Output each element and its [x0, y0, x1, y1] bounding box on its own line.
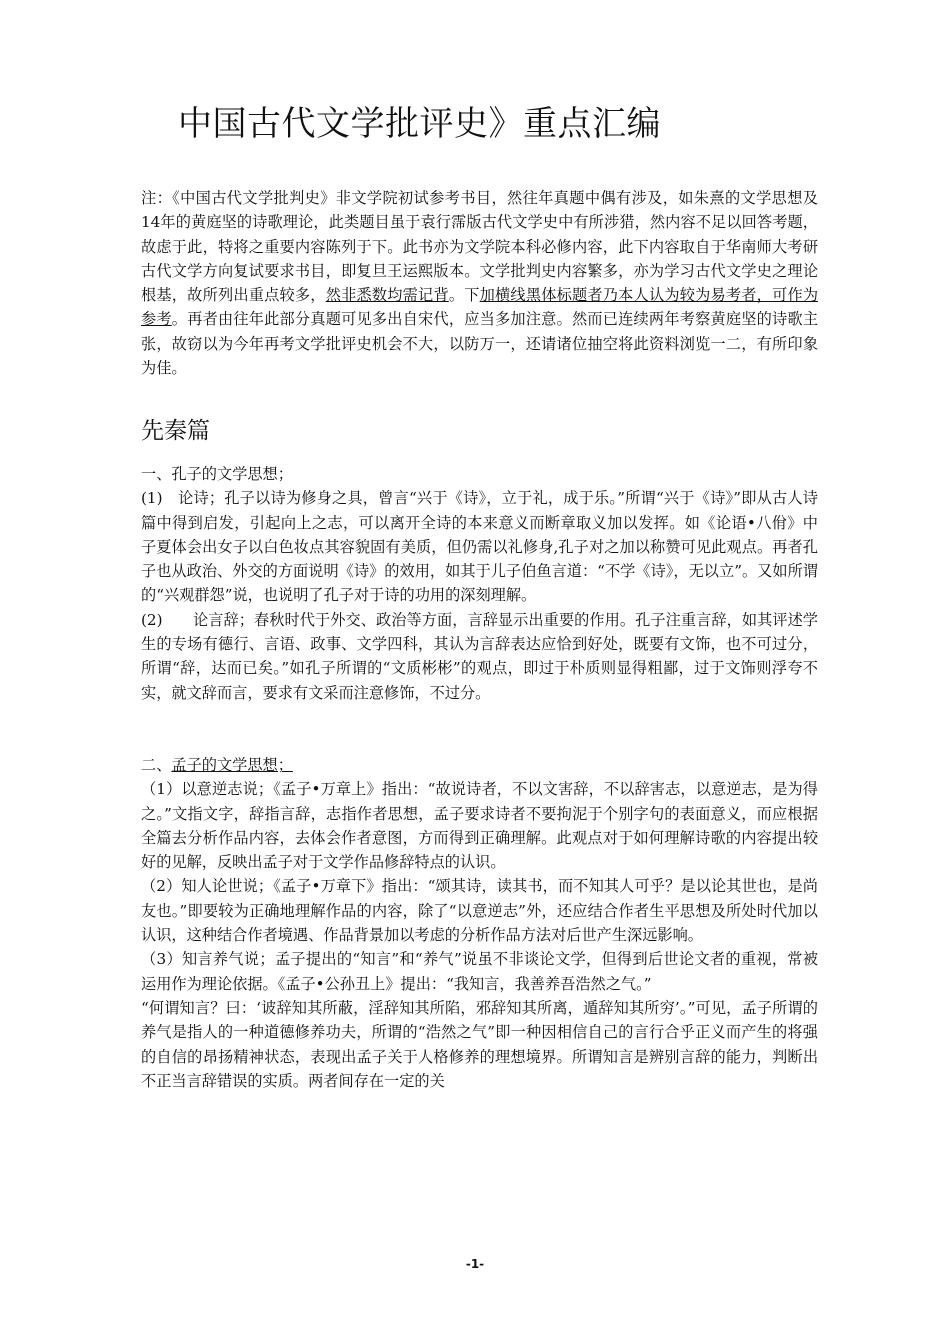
mencius-paragraph-zhiyan: “何谓知言？曰：‘诐辞知其所蔽，淫辞知其所陷，邪辞知其所离，遁辞知其所穷’。”可见，孟子所谓的养气是指人的一种道德修养功夫，所谓的“浩然之气”即一种因相信自己的言行合乎正义而产生的将强的自信的昂扬精神状态，表现出孟子关于人格修养的理想境界。所谓知言是辨别言辞的能力，判断出不正当言辞错误的实质。两者间存在一定的关 [141, 998, 818, 1090]
mencius-heading-prefix: 二、 [141, 755, 172, 774]
mencius-heading-title: 孟子的文学思想； [171, 755, 293, 774]
mencius-paragraph-zhiyanyangqi: （3）知言养气说；孟子提出的“知言”和“养气”说虽不非谈论文学，但得到后世论文者的重视，常被运用作为理论依据。《孟子•公孙丑上》提出：“我知言，我善养吾浩然之气。” [141, 950, 818, 993]
mencius-heading [141, 753, 818, 777]
page-number: -1- [465, 1257, 485, 1271]
section-heading: 先秦篇 [141, 418, 210, 444]
document-title: 中国古代文学批评史》重点汇编 [178, 104, 661, 144]
paragraph-gap [141, 705, 818, 729]
pre-qin-content [141, 462, 818, 1093]
note-text-2: 。下 [448, 286, 480, 305]
note-text-1: 注：《中国古代文学批判史》非文学院初试参考书目，然往年真题中偶有涉及，如朱熹的文学思想及14年的黄庭坚的诗歌理论，此类题目虽于袁行霈版古代文学史中有所涉猎，然内容不足以回答考题，故虑于此，特将之重要内容陈列于下。此书亦为文学院本科必修内容，此下内容取自于华南师大考研古代文学方向复试要求书目，即复旦王运熙版本。文学批判史内容繁多，亦为学习古代文学史之理论根基，故所列出重点较多， [141, 189, 818, 305]
preface-note [141, 186, 818, 380]
note-underline-1: 然非悉数均需记背 [325, 286, 449, 305]
confucius-paragraph-poetry: (1) 论诗；孔子以诗为修身之具，曾言“兴于《诗》，立于礼，成于乐。”所谓“兴于《诗》”即从古人诗篇中得到启发，引起向上之志，可以离开全诗的本来意义而断章取义加以发挥。如《论语•八佾》中子夏体会出女子以白色妆点其容貌固有美质，但仍需以礼修身,孔子对之加以称赞可见此观点。再者孔子也从政治、外交的方面说明《诗》的效用，如其于儿子伯鱼言道：“不学《诗》，无以立”。又如所谓的“兴观群怨”说，也说明了孔子对于诗的功用的深刻理解。 [141, 489, 818, 605]
mencius-paragraph-yiyinzhi: （1）以意逆志说；《孟子•万章上》指出：“故说诗者，不以文害辞，不以辞害志，以意逆志，是为得之。”文指文字，辞指言辞，志指作者思想，孟子要求诗者不要拘泥于个别字句的表面意义，而应根据全篇去分析作品内容，去体会作者意图，方而得到正确理解。此观点对于如何理解诗歌的内容提出较好的见解，反映出孟子对于文学作品修辞特点的认识。 [141, 780, 818, 872]
paragraph-gap [141, 729, 818, 753]
note-text-3: 。再者由往年此部分真题可见多出自宋代，应当多加注意。然而已连续两年考察黄庭坚的诗歌主张，故窃以为今年再考文学批评史机会不大，以防万一，还请诸位抽空将此资料浏览一二，有所印象为佳。 [141, 310, 819, 378]
confucius-paragraph-speech: (2) 论言辞；春秋时代于外交、政治等方面，言辞显示出重要的作用。孔子注重言辞，如其评述学生的专场有德行、言语、政事、文学四科，其认为言辞表达应恰到好处，既要有文饰，也不可过分，所谓“辞，达而已矣。”如孔子所谓的“文质彬彬”的观点，即过于朴质则显得粗鄙，过于文饰则浮夸不实，就文辞而言，要求有文采而注意修饰，不过分。 [141, 610, 818, 702]
note-underline-2: 加横线黑体标题者乃本人认为较为易考者，可作为参考 [141, 286, 819, 329]
mencius-paragraph-zhirenlunshi: （2）知人论世说；《孟子•万章下》指出：“颂其诗，读其书，而不知其人可乎？是以论其世也，是尚友也。”即要较为正确地理解作品的内容，除了“以意逆志”外，还应结合作者生平思想及所处时代加以认识，这种结合作者境遇、作品背景加以考虑的分析作品方法对后世产生深远影响。 [141, 877, 818, 945]
confucius-heading: 一、孔子的文学思想； [141, 465, 293, 483]
